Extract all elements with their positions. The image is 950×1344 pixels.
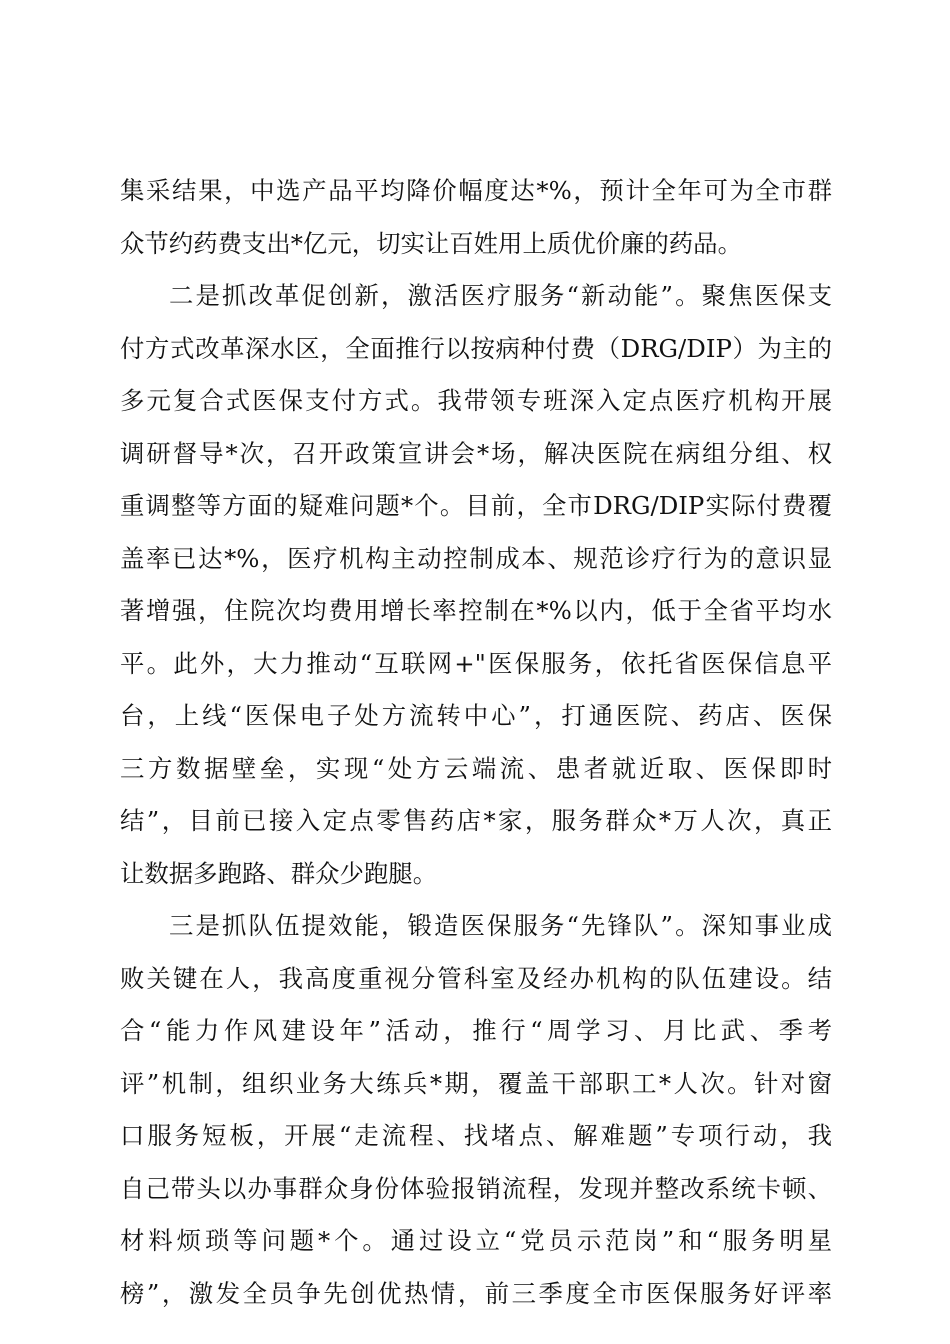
text-line: 合“能力作风建设年”活动，推行“周学习、月比武、季考 — [120, 1016, 832, 1045]
paragraph-start-line: 三是抓队伍提效能，锻造医保服务“先锋队”。深知事业成 — [169, 911, 832, 940]
text-line: 败关键在人，我高度重视分管科室及经办机构的队伍建设。结 — [120, 963, 832, 993]
text-line: 著增强，住院次均费用增长率控制在*%以内，低于全省平均水 — [120, 596, 832, 625]
text-line: 口服务短板，开展“走流程、找堵点、解难题”专项行动，我 — [120, 1121, 832, 1150]
text-line: 结”，目前已接入定点零售药店*家，服务群众*万人次，真正 — [120, 806, 832, 835]
body-text — [120, 165, 832, 1320]
text-line: 多元复合式医保支付方式。我带领专班深入定点医疗机构开展 — [120, 386, 832, 415]
paragraph-start-line: 二是抓改革促创新，激活医疗服务“新动能”。聚焦医保支 — [169, 281, 832, 310]
text-line: 集采结果，中选产品平均降价幅度达*%，预计全年可为全市群 — [120, 176, 832, 205]
text-line: 调研督导*次，召开政策宣讲会*场，解决医院在病组分组、权 — [120, 438, 832, 468]
text-line: 付方式改革深水区，全面推行以按病种付费（DRG/DIP）为主的 — [120, 333, 832, 363]
text-line: 台，上线“医保电子处方流转中心”，打通医院、药店、医保 — [120, 701, 832, 730]
text-line: 材料烦琐等问题*个。通过设立“党员示范岗”和“服务明星 — [120, 1226, 832, 1255]
text-line: 让数据多跑路、群众少跑腿。 — [120, 858, 438, 888]
text-line: 众节约药费支出*亿元，切实让百姓用上质优价廉的药品。 — [120, 228, 742, 258]
text-line: 自己带头以办事群众身份体验报销流程，发现并整改系统卡顿、 — [120, 1173, 832, 1203]
text-line: 盖率已达*%，医疗机构主动控制成本、规范诊疗行为的意识显 — [120, 543, 832, 573]
text-line: 评”机制，组织业务大练兵*期，覆盖干部职工*人次。针对窗 — [120, 1068, 832, 1098]
text-line: 榜”，激发全员争先创优热情，前三季度全市医保服务好评率 — [120, 1278, 832, 1308]
text-line: 重调整等方面的疑难问题*个。目前，全市DRG/DIP实际付费覆 — [120, 491, 832, 520]
text-line: 三方数据壁垒，实现“处方云端流、患者就近取、医保即时 — [120, 753, 832, 783]
text-line: 平。此外，大力推动“互联网+"医保服务，依托省医保信息平 — [120, 648, 832, 678]
